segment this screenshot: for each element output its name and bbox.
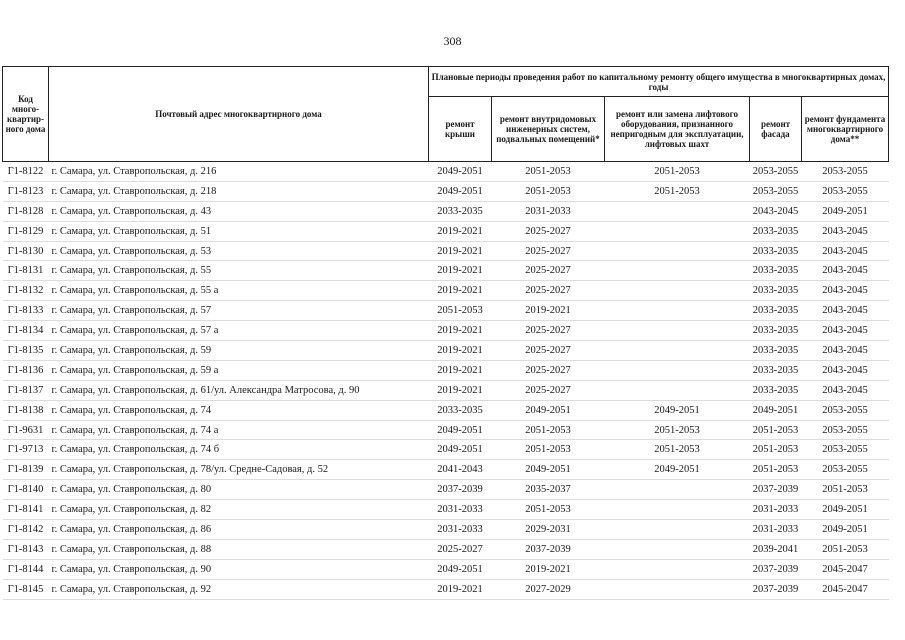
table-row [3, 440, 889, 460]
table-row [3, 321, 889, 341]
cell-engineering: 2025-2027 [492, 281, 605, 301]
cell-foundation: 2049-2051 [802, 500, 889, 520]
cell-elevator [605, 321, 750, 341]
repair-schedule-table-wrap [2, 66, 888, 600]
cell-elevator [605, 559, 750, 579]
cell-roof: 2019-2021 [429, 321, 492, 341]
page-number: 308 [443, 34, 462, 48]
cell-foundation: 2043-2045 [802, 360, 889, 380]
cell-address: г. Самара, ул. Ставропольская, д. 74 б [49, 440, 429, 460]
cell-elevator: 2051-2053 [605, 162, 750, 182]
cell-roof: 2031-2033 [429, 500, 492, 520]
table-row [3, 221, 889, 241]
table-row [3, 301, 889, 321]
cell-facade: 2053-2055 [750, 181, 802, 201]
cell-elevator [605, 500, 750, 520]
cell-address: г. Самара, ул. Ставропольская, д. 78/ул. Средне-Садовая, д. 52 [49, 460, 429, 480]
cell-engineering: 2027-2029 [492, 579, 605, 599]
cell-engineering: 2051-2053 [492, 440, 605, 460]
cell-roof: 2049-2051 [429, 559, 492, 579]
table-row [3, 181, 889, 201]
cell-foundation: 2043-2045 [802, 221, 889, 241]
cell-engineering: 2025-2027 [492, 241, 605, 261]
cell-code: Г1-8137 [3, 380, 49, 400]
cell-facade: 2037-2039 [750, 579, 802, 599]
cell-roof: 2051-2053 [429, 301, 492, 321]
cell-address: г. Самара, ул. Ставропольская, д. 59 а [49, 360, 429, 380]
cell-roof: 2019-2021 [429, 261, 492, 281]
cell-facade: 2037-2039 [750, 559, 802, 579]
cell-foundation: 2043-2045 [802, 281, 889, 301]
cell-facade: 2033-2035 [750, 261, 802, 281]
cell-engineering: 2019-2021 [492, 559, 605, 579]
cell-facade: 2033-2035 [750, 360, 802, 380]
cell-roof: 2019-2021 [429, 360, 492, 380]
cell-address: г. Самара, ул. Ставропольская, д. 74 [49, 400, 429, 420]
cell-elevator: 2049-2051 [605, 400, 750, 420]
cell-facade: 2033-2035 [750, 301, 802, 321]
cell-code: Г1-8134 [3, 321, 49, 341]
cell-facade: 2031-2033 [750, 520, 802, 540]
cell-foundation: 2053-2055 [802, 460, 889, 480]
cell-foundation: 2053-2055 [802, 181, 889, 201]
cell-facade: 2043-2045 [750, 201, 802, 221]
cell-facade: 2037-2039 [750, 480, 802, 500]
cell-code: Г1-8129 [3, 221, 49, 241]
cell-engineering: 2025-2027 [492, 221, 605, 241]
cell-code: Г1-8128 [3, 201, 49, 221]
cell-roof: 2049-2051 [429, 420, 492, 440]
col-header-elevator: ремонт или замена лифтового оборудования, признанного непригодным для эксплуатации, лифтовых шахт [605, 97, 750, 162]
cell-elevator [605, 480, 750, 500]
cell-engineering: 2025-2027 [492, 261, 605, 281]
cell-code: Г1-8141 [3, 500, 49, 520]
table-row [3, 261, 889, 281]
cell-elevator: 2049-2051 [605, 460, 750, 480]
cell-code: Г1-8123 [3, 181, 49, 201]
cell-code: Г1-8133 [3, 301, 49, 321]
cell-roof: 2019-2021 [429, 579, 492, 599]
cell-foundation: 2045-2047 [802, 579, 889, 599]
cell-roof: 2049-2051 [429, 162, 492, 182]
cell-foundation: 2045-2047 [802, 559, 889, 579]
table-row [3, 201, 889, 221]
table-row [3, 241, 889, 261]
table-row [3, 281, 889, 301]
col-header-foundation: ремонт фундамента многоквартирного дома** [802, 97, 889, 162]
cell-code: Г1-8132 [3, 281, 49, 301]
cell-code: Г1-9631 [3, 420, 49, 440]
cell-engineering: 2025-2027 [492, 341, 605, 361]
cell-facade: 2051-2053 [750, 420, 802, 440]
table-row [3, 579, 889, 599]
cell-facade: 2033-2035 [750, 341, 802, 361]
cell-foundation: 2043-2045 [802, 261, 889, 281]
cell-address: г. Самара, ул. Ставропольская, д. 53 [49, 241, 429, 261]
cell-code: Г1-8142 [3, 520, 49, 540]
cell-facade: 2033-2035 [750, 241, 802, 261]
cell-elevator [605, 281, 750, 301]
cell-foundation: 2049-2051 [802, 520, 889, 540]
cell-engineering: 2037-2039 [492, 539, 605, 559]
cell-facade: 2053-2055 [750, 162, 802, 182]
table-row [3, 420, 889, 440]
table-row [3, 500, 889, 520]
col-header-facade: ремонт фасада [750, 97, 802, 162]
col-header-engineering: ремонт внутридомовых инженерных систем, подвальных помещений* [492, 97, 605, 162]
cell-facade: 2033-2035 [750, 380, 802, 400]
cell-facade: 2033-2035 [750, 281, 802, 301]
col-header-roof: ремонт крыши [429, 97, 492, 162]
cell-elevator: 2051-2053 [605, 440, 750, 460]
cell-address: г. Самара, ул. Ставропольская, д. 55 а [49, 281, 429, 301]
cell-code: Г1-8143 [3, 539, 49, 559]
cell-address: г. Самара, ул. Ставропольская, д. 88 [49, 539, 429, 559]
cell-facade: 2033-2035 [750, 221, 802, 241]
cell-foundation: 2043-2045 [802, 241, 889, 261]
cell-code: Г1-8130 [3, 241, 49, 261]
cell-address: г. Самара, ул. Ставропольская, д. 86 [49, 520, 429, 540]
cell-address: г. Самара, ул. Ставропольская, д. 90 [49, 559, 429, 579]
table-row [3, 162, 889, 182]
cell-engineering: 2051-2053 [492, 420, 605, 440]
cell-facade: 2051-2053 [750, 440, 802, 460]
cell-elevator [605, 241, 750, 261]
cell-address: г. Самара, ул. Ставропольская, д. 92 [49, 579, 429, 599]
cell-code: Г1-8145 [3, 579, 49, 599]
cell-code: Г1-8135 [3, 341, 49, 361]
table-row [3, 341, 889, 361]
cell-roof: 2049-2051 [429, 440, 492, 460]
cell-roof: 2019-2021 [429, 221, 492, 241]
cell-code: Г1-8138 [3, 400, 49, 420]
cell-engineering: 2029-2031 [492, 520, 605, 540]
cell-foundation: 2053-2055 [802, 162, 889, 182]
table-row [3, 520, 889, 540]
cell-facade: 2039-2041 [750, 539, 802, 559]
cell-code: Г1-8122 [3, 162, 49, 182]
cell-roof: 2019-2021 [429, 281, 492, 301]
table-row [3, 360, 889, 380]
table-row [3, 400, 889, 420]
cell-foundation: 2053-2055 [802, 420, 889, 440]
cell-roof: 2019-2021 [429, 380, 492, 400]
cell-roof: 2041-2043 [429, 460, 492, 480]
cell-elevator [605, 539, 750, 559]
cell-roof: 2033-2035 [429, 201, 492, 221]
cell-elevator [605, 221, 750, 241]
cell-roof: 2031-2033 [429, 520, 492, 540]
col-header-periods-group: Плановые периоды проведения работ по капитальному ремонту общего имущества в многоквартирных домах, годы [429, 67, 889, 97]
cell-roof: 2037-2039 [429, 480, 492, 500]
cell-foundation: 2053-2055 [802, 400, 889, 420]
cell-code: Г1-8140 [3, 480, 49, 500]
cell-foundation: 2043-2045 [802, 321, 889, 341]
col-header-code: Код много-квартир-ного дома [3, 67, 49, 162]
cell-address: г. Самара, ул. Ставропольская, д. 55 [49, 261, 429, 281]
table-row [3, 539, 889, 559]
cell-engineering: 2019-2021 [492, 301, 605, 321]
cell-foundation: 2053-2055 [802, 440, 889, 460]
cell-engineering: 2049-2051 [492, 460, 605, 480]
cell-foundation: 2051-2053 [802, 539, 889, 559]
col-header-address: Почтовый адрес многоквартирного дома [49, 67, 429, 162]
cell-elevator [605, 360, 750, 380]
table-row [3, 480, 889, 500]
table-row [3, 460, 889, 480]
cell-facade: 2031-2033 [750, 500, 802, 520]
cell-engineering: 2031-2033 [492, 201, 605, 221]
cell-engineering: 2051-2053 [492, 162, 605, 182]
table-header [3, 67, 889, 162]
cell-address: г. Самара, ул. Ставропольская, д. 51 [49, 221, 429, 241]
cell-elevator [605, 301, 750, 321]
cell-roof: 2049-2051 [429, 181, 492, 201]
cell-elevator [605, 380, 750, 400]
cell-roof: 2019-2021 [429, 241, 492, 261]
cell-foundation: 2043-2045 [802, 301, 889, 321]
cell-engineering: 2035-2037 [492, 480, 605, 500]
cell-roof: 2019-2021 [429, 341, 492, 361]
table-row [3, 380, 889, 400]
cell-roof: 2033-2035 [429, 400, 492, 420]
cell-address: г. Самара, ул. Ставропольская, д. 74 а [49, 420, 429, 440]
table-body [3, 162, 889, 600]
cell-elevator [605, 261, 750, 281]
cell-elevator [605, 579, 750, 599]
cell-elevator [605, 201, 750, 221]
cell-facade: 2051-2053 [750, 460, 802, 480]
table-row [3, 559, 889, 579]
cell-address: г. Самара, ул. Ставропольская, д. 57 а [49, 321, 429, 341]
cell-engineering: 2051-2053 [492, 181, 605, 201]
repair-schedule-table [2, 66, 889, 600]
cell-facade: 2033-2035 [750, 321, 802, 341]
cell-address: г. Самара, ул. Ставропольская, д. 218 [49, 181, 429, 201]
cell-code: Г1-8131 [3, 261, 49, 281]
cell-roof: 2025-2027 [429, 539, 492, 559]
cell-foundation: 2043-2045 [802, 341, 889, 361]
cell-elevator [605, 341, 750, 361]
cell-foundation: 2043-2045 [802, 380, 889, 400]
cell-foundation: 2051-2053 [802, 480, 889, 500]
cell-engineering: 2025-2027 [492, 321, 605, 341]
cell-code: Г1-8144 [3, 559, 49, 579]
cell-address: г. Самара, ул. Ставропольская, д. 59 [49, 341, 429, 361]
cell-engineering: 2025-2027 [492, 380, 605, 400]
cell-engineering: 2049-2051 [492, 400, 605, 420]
cell-code: Г1-8139 [3, 460, 49, 480]
cell-elevator: 2051-2053 [605, 181, 750, 201]
cell-foundation: 2049-2051 [802, 201, 889, 221]
cell-address: г. Самара, ул. Ставропольская, д. 57 [49, 301, 429, 321]
cell-address: г. Самара, ул. Ставропольская, д. 82 [49, 500, 429, 520]
cell-address: г. Самара, ул. Ставропольская, д. 80 [49, 480, 429, 500]
cell-address: г. Самара, ул. Ставропольская, д. 216 [49, 162, 429, 182]
cell-address: г. Самара, ул. Ставропольская, д. 61/ул. Александра Матросова, д. 90 [49, 380, 429, 400]
cell-facade: 2049-2051 [750, 400, 802, 420]
cell-engineering: 2051-2053 [492, 500, 605, 520]
cell-engineering: 2025-2027 [492, 360, 605, 380]
cell-elevator [605, 520, 750, 540]
cell-code: Г1-9713 [3, 440, 49, 460]
cell-address: г. Самара, ул. Ставропольская, д. 43 [49, 201, 429, 221]
cell-code: Г1-8136 [3, 360, 49, 380]
cell-elevator: 2051-2053 [605, 420, 750, 440]
